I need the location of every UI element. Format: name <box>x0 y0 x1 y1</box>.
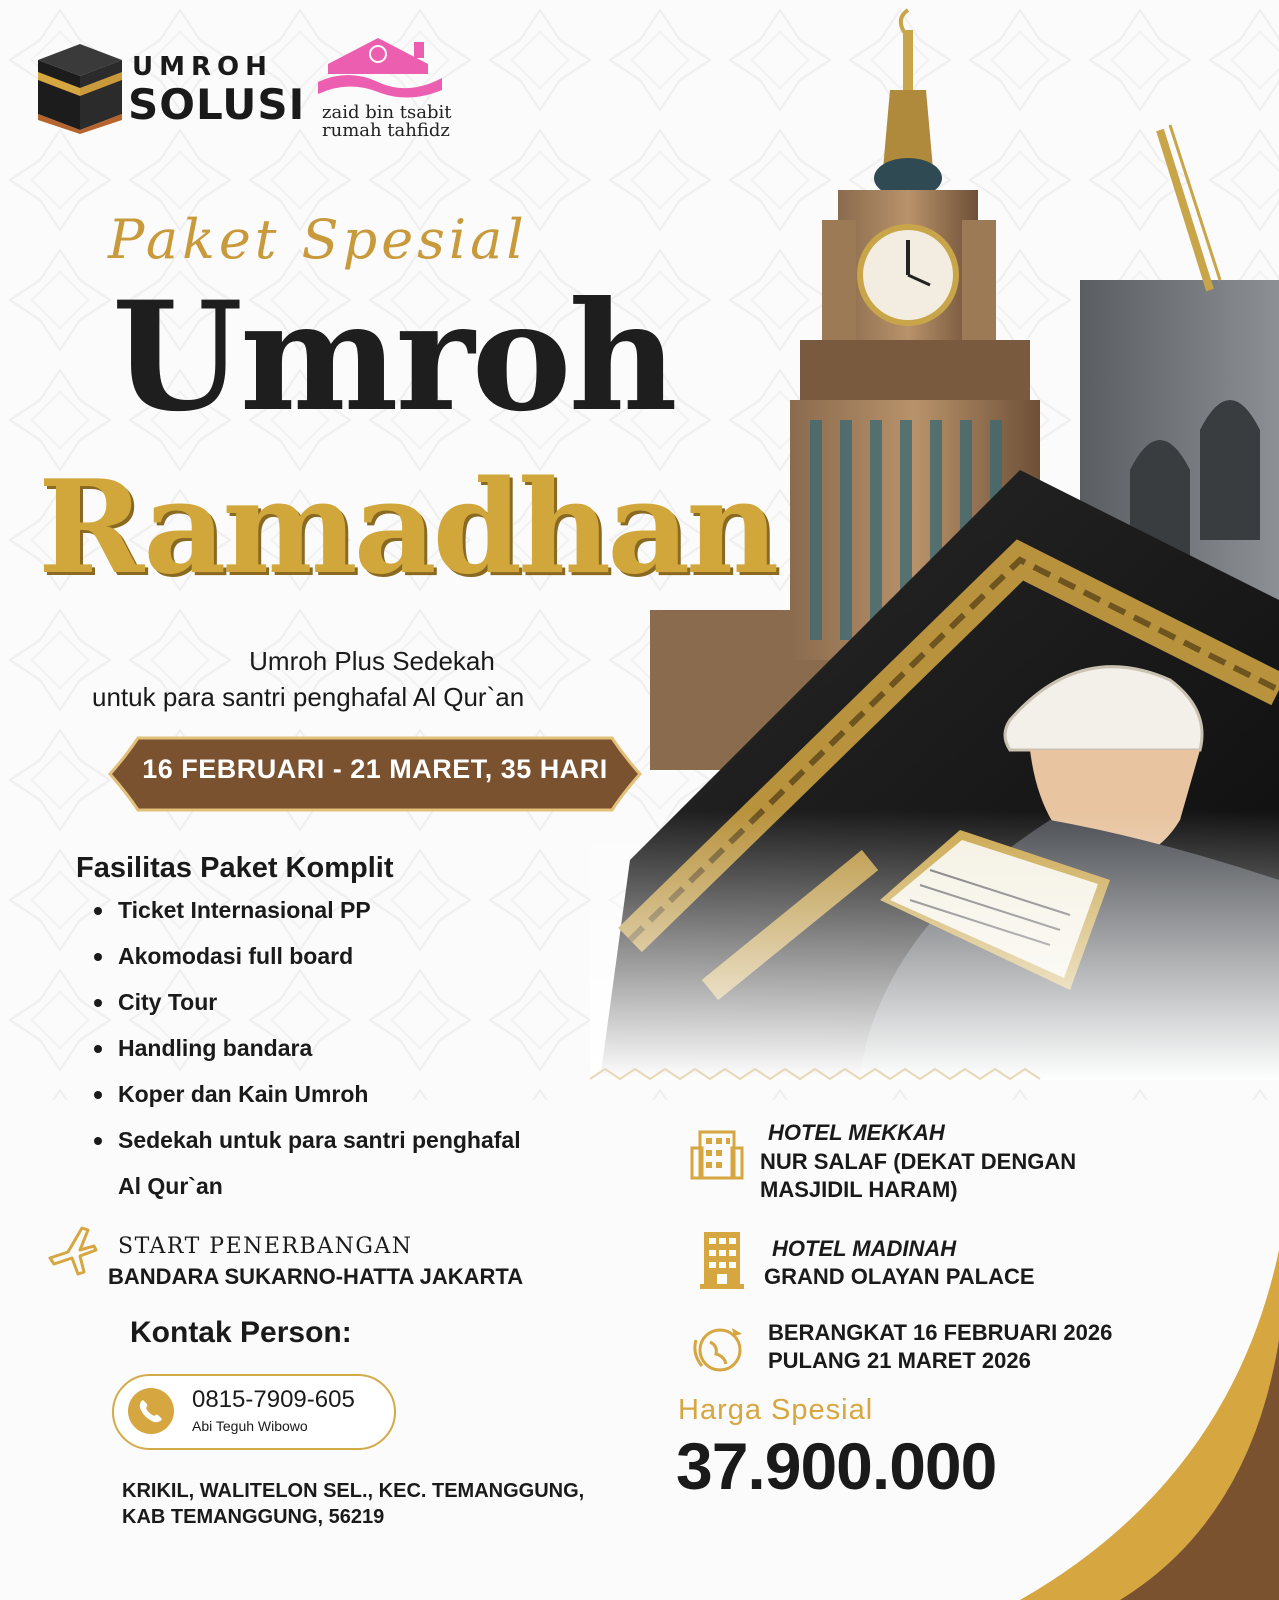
hotel-madinah-label: HOTEL MADINAH <box>772 1236 957 1261</box>
price-value: 37.900.000 <box>676 1429 997 1503</box>
facility-item: Ticket Internasional PP <box>92 896 521 942</box>
facilities-list <box>92 896 521 1218</box>
price-label: Harga Spesial <box>678 1394 874 1426</box>
contact-name: Abi Teguh Wibowo <box>192 1418 308 1434</box>
script-title: Paket Spesial <box>108 208 528 271</box>
facility-item: Akomodasi full board <box>92 942 521 988</box>
facility-item-continued: Al Qur`an <box>118 1173 223 1199</box>
date-banner <box>108 736 642 812</box>
date-banner-text: 16 FEBRUARI - 21 MARET, 35 HARI <box>142 754 608 784</box>
hotel-mekkah-value <box>760 1148 1140 1204</box>
decorative-strip <box>590 1064 1279 1094</box>
facility-item: City Tour <box>92 988 521 1034</box>
start-flight-label: START PENERBANGAN <box>118 1234 413 1259</box>
plane-icon <box>44 1222 100 1278</box>
phone-icon <box>128 1388 174 1434</box>
main-title-ramadhan: Ramadhan <box>38 453 776 603</box>
return-date: PULANG 21 MARET 2026 <box>768 1348 1031 1373</box>
address-line1: KRIKIL, WALITELON SEL., KEC. TEMANGGUNG, <box>122 1480 585 1502</box>
brand-name-top: UMROH <box>132 52 273 82</box>
start-flight-airport: BANDARA SUKARNO-HATTA JAKARTA <box>108 1264 524 1289</box>
address <box>122 1478 642 1530</box>
facilities-title: Fasilitas Paket Komplit <box>76 852 394 884</box>
hotel-icon <box>700 1230 744 1290</box>
mosque-house-icon <box>318 34 448 100</box>
hotel-mekkah-line2: MASJIDIL HARAM) <box>760 1177 958 1202</box>
main-title-umroh: Umroh <box>112 269 675 445</box>
gold-swoosh <box>980 1250 1279 1600</box>
contact-card[interactable] <box>112 1374 396 1450</box>
umroh-solusi-logo <box>36 42 306 142</box>
subtitle-line2: untuk para santri penghafal Al Qur`an <box>92 682 525 712</box>
partner-name-line2: rumah tahfidz <box>322 120 450 141</box>
hotel-mekkah-line1: NUR SALAF (DEKAT DENGAN <box>760 1149 1077 1174</box>
subtitle-line1: Umroh Plus Sedekah <box>249 646 495 676</box>
kaaba-icon <box>36 42 124 134</box>
facility-item: Koper dan Kain Umroh <box>92 1080 521 1126</box>
hotel-madinah-value: GRAND OLAYAN PALACE <box>764 1264 1035 1289</box>
facility-item: Sedekah untuk para santri penghafal <box>92 1126 521 1172</box>
facility-item: Handling bandara <box>92 1034 521 1080</box>
zaid-bin-tsabit-logo <box>318 34 458 144</box>
departure-date: BERANGKAT 16 FEBRUARI 2026 <box>768 1320 1113 1345</box>
address-line2: KAB TEMANGGUNG, 56219 <box>122 1506 385 1528</box>
globe-plane-icon <box>692 1322 748 1378</box>
partner-name-line1: zaid bin tsabit <box>322 102 452 123</box>
building-icon <box>690 1126 744 1180</box>
hotel-mekkah-label: HOTEL MEKKAH <box>768 1120 945 1145</box>
brand-name-bottom: SOLUSI <box>128 80 306 129</box>
contact-title: Kontak Person: <box>130 1316 352 1349</box>
contact-phone[interactable]: 0815-7909-605 <box>192 1386 355 1413</box>
